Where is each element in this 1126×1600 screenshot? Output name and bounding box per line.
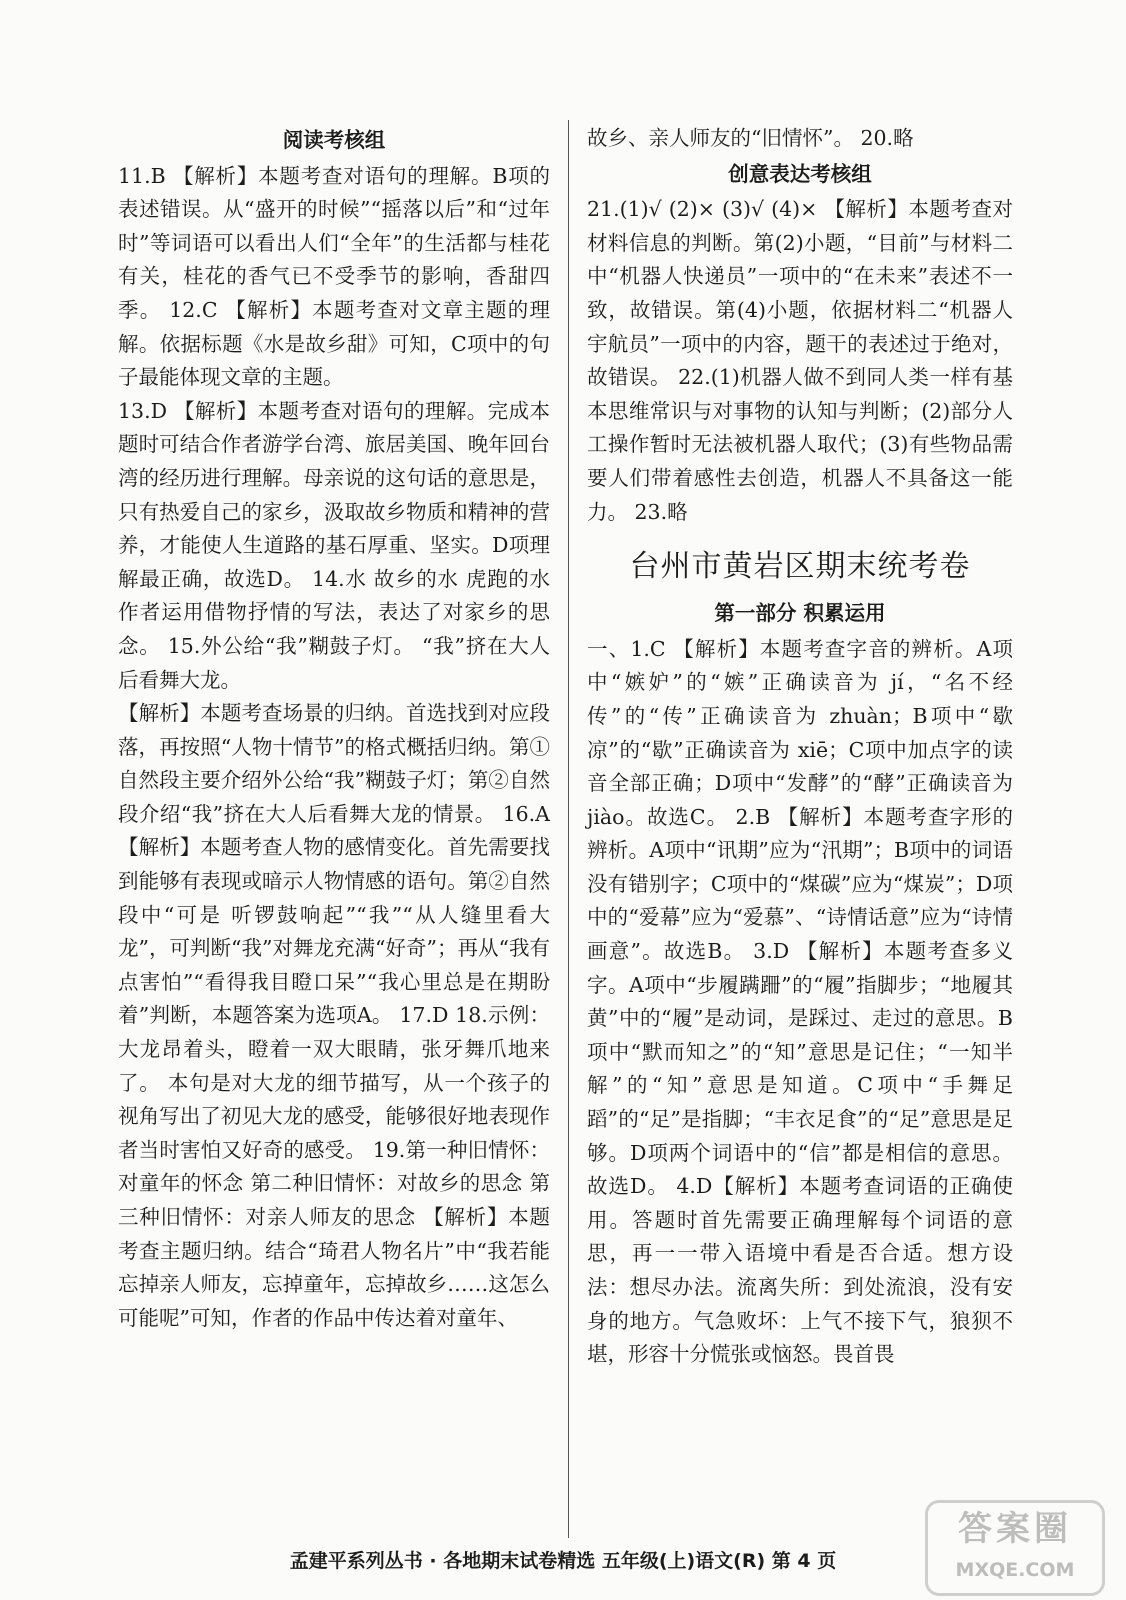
answer-paragraph: 21.(1)√ (2)× (3)√ (4)× 【解析】本题考查对材料信息的判断。第(2)小题，“目前”与材料二中“机器人快递员”一项中的“在未来”表述不一致，故错误。第(4)小题，依据材料二“机器人宇航员”一项中的内容，题干的表述过于绝对，故错误。 22.(1)机器人做不到同人类一样有基本思维常识与对事物的认知与判断；(2)部分人工操作暂时无法被机器人取代；(3)有些物品需要人们带着感性去创造，机器人不具备这一能力。 23.略 bbox=[587, 197, 1013, 524]
watermark-title: 答案圈 bbox=[958, 1509, 1072, 1549]
left-column bbox=[118, 122, 550, 1335]
page-footer: 孟建平系列丛书 · 各地期末试卷精选 五年级(上)语文(R) 第 4 页 bbox=[289, 1550, 837, 1572]
section-heading-creative: 创意表达考核组 bbox=[728, 161, 872, 186]
right-column bbox=[587, 122, 1013, 1372]
exam-title: 台州市黄岩区期末统考卷 bbox=[629, 549, 971, 585]
answer-paragraph: 【解析】本题考查场景的归纳。首选找到对应段落，再按照“人物十情节”的格式概括归纳。第①自然段主要介绍外公给“我”糊鼓子灯；第②自然段介绍“我”挤在大人后看舞大龙的情景。 16.A 【解析】本题考查人物的感情变化。首先需要找到能够有表现或暗示人物情感的语句。第②自然段中“可是 听锣鼓响起”“我”“从人缝里看大龙”，可判断“我”对舞龙充满“好奇”；再从“我有点害怕”“看得我目瞪口呆”“我心里总是在期盼着”判断，本题答案为选项A。 17.D 18.示例：大龙昂着头，瞪着一双大眼睛，张牙舞爪地来了。 本句是对大龙的细节描写，从一个孩子的视角写出了初见大龙的感受，能够很好地表现作者当时害怕又好奇的感受。 19.第一种旧情怀：对童年的怀念 第二种旧情怀：对故乡的思念 第三种旧情怀：对亲人师友的思念 【解析】本题考查主题归纳。结合“琦君人物名片”中“我若能忘掉亲人师友，忘掉童年，忘掉故乡……这怎么可能呢”可知，作者的作品中传达着对童年、 bbox=[118, 701, 550, 1330]
answer-paragraph: 故乡、亲人师友的“旧情怀”。 20.略 bbox=[587, 126, 914, 150]
section-heading-reading: 阅读考核组 bbox=[282, 128, 386, 152]
answer-paragraph: 一、1.C 【解析】本题考查字音的辨析。A项中“嫉妒”的“嫉”正确读音为 jí，“名不经传”的“传”正确读音为 zhuàn；B项中“歇凉”的“歇”正确读音为 xiē；C项中加点字的读音全部正确；D项中“发酵”的“酵”正确读音为 jiào。故选C。 2.B 【解析】本题考查字形的辨析。A项中“讯期”应为“汛期”；B项中的词语没有错别字；C项中的“煤碳”应为“煤炭”；D项中的“爱幕”应为“爱慕”、“诗情话意”应为“诗情画意”。故选B。 3.D 【解析】本题考查多义字。A项中“步履蹒跚”的“履”指脚步；“地履其黄”中的“履”是动词，是踩过、走过的意思。B项中“默而知之”的“知”意思是记住；“一知半解”的“知”意思是知道。C项中“手舞足蹈”的“足”是指脚；“丰衣足食”的“足”意思是足够。D项两个词语中的“信”都是相信的意思。故选D。 4.D【解析】本题考查词语的正确使用。答题时首先需要正确理解每个词语的意思，再一一带入语境中看是否合适。想方设法：想尽办法。流离失所：到处流浪，没有安身的地方。气急败坏：上气不接下气，狼狈不堪，形容十分慌张或恼怒。畏首畏 bbox=[587, 636, 1013, 1367]
answer-paragraph: 11.B 【解析】本题考查对语句的理解。B项的表述错误。从“盛开的时候”“摇落以后”和“过年时”等词语可以看出人们“全年”的生活都与桂花有关，桂花的香气已不受季节的影响，香甜四季。 12.C 【解析】本题考查对文章主题的理解。依据标题《水是故乡甜》可知，C项中的句子最能体现文章的主题。 bbox=[118, 163, 550, 390]
answer-paragraph: 13.D 【解析】本题考查对语句的理解。完成本题时可结合作者游学台湾、旅居美国、晚年回台湾的经历进行理解。母亲说的这句话的意思是，只有热爱自己的家乡，汲取故乡物质和精神的营养，才能使人生道路的基石厚重、坚实。D项理解最正确，故选D。 14.水 故乡的水 虎跑的水 作者运用借物抒情的写法，表达了对家乡的思念。 15.外公给“我”糊鼓子灯。 “我”挤在大人后看舞大龙。 bbox=[118, 398, 550, 692]
column-divider bbox=[568, 120, 569, 1538]
watermark-url: MXQE.COM bbox=[955, 1559, 1075, 1581]
watermark-logo bbox=[925, 1500, 1105, 1596]
section-heading-part-one: 第一部分 积累运用 bbox=[714, 601, 886, 626]
